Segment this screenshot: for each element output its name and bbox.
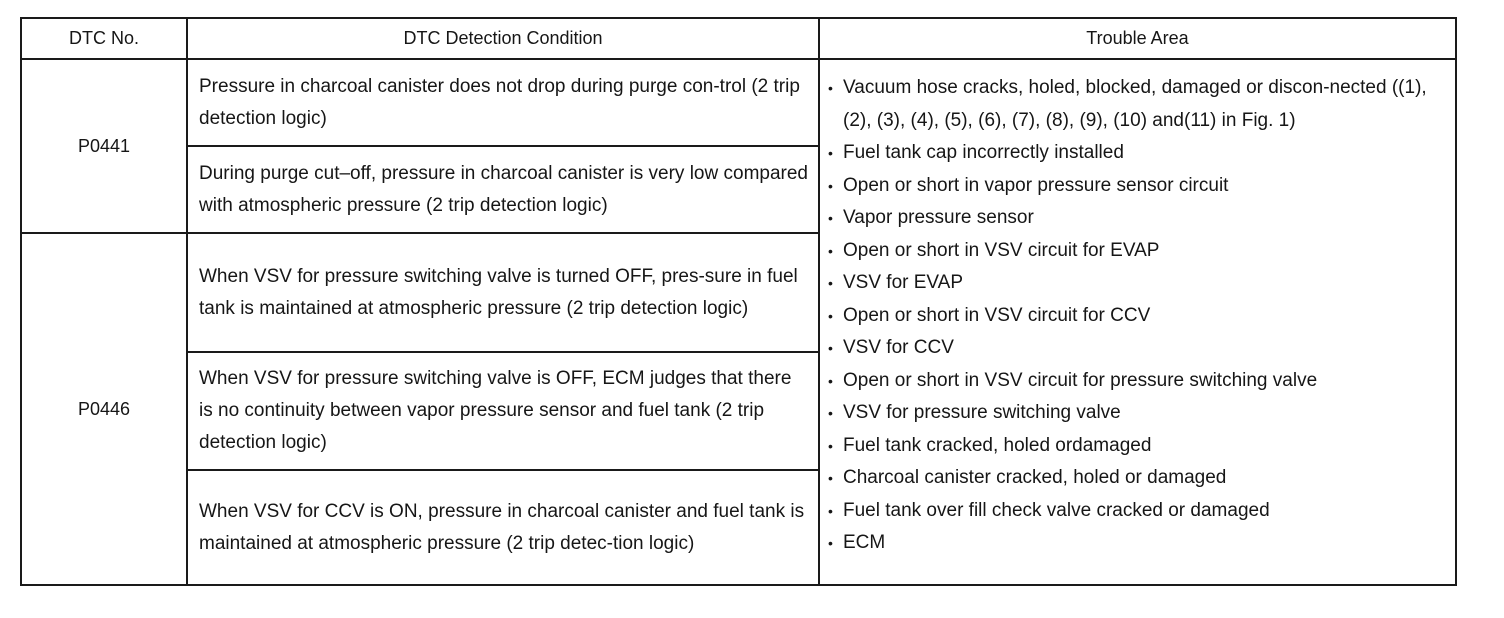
- list-item: [828, 137, 1445, 170]
- trouble-area-text: Fuel tank over fill check valve cracked or damaged: [843, 499, 1270, 521]
- detection-condition: Pressure in charcoal canister does not drop during purge con-trol (2 trip detection logic): [187, 59, 819, 146]
- trouble-area-text: Charcoal canister cracked, holed or damaged: [843, 467, 1227, 488]
- detection-condition: During purge cut–off, pressure in charcoal canister is very low compared with atmospheric pressure (2 trip detection logic): [187, 146, 819, 233]
- bullet-icon: •: [828, 80, 833, 96]
- bullet-icon: •: [828, 437, 833, 454]
- list-item: [828, 430, 1445, 463]
- trouble-area-text: Vapor pressure sensor: [843, 207, 1034, 228]
- list-item: [828, 235, 1445, 268]
- list-item: [828, 365, 1445, 398]
- list-item: [828, 267, 1445, 300]
- header-dtc-no: DTC No.: [21, 18, 187, 59]
- trouble-area-text: Vacuum hose cracks, holed, blocked, damaged or discon-nected ((1), (2), (3), (4), (5), (6), (7), (8), (9), (10) and(11) in Fig. 1): [843, 77, 1427, 131]
- list-item: [828, 202, 1445, 235]
- bullet-icon: •: [828, 177, 833, 194]
- trouble-area-text: VSV for pressure switching valve: [843, 402, 1121, 423]
- trouble-area-cell: [819, 59, 1456, 585]
- bullet-icon: •: [828, 470, 833, 486]
- trouble-area-text: Open or short in VSV circuit for EVAP: [843, 239, 1160, 261]
- detection-condition: When VSV for pressure switching valve is OFF, ECM judges that there is no continuity between vapor pressure sensor and fuel tank (2 trip detection logic): [187, 352, 819, 470]
- trouble-area-list: [828, 72, 1445, 560]
- list-item: [828, 170, 1445, 203]
- dtc-table: [20, 17, 1457, 586]
- bullet-icon: •: [828, 145, 833, 161]
- list-item: [828, 397, 1445, 430]
- header-detection-condition: DTC Detection Condition: [187, 18, 819, 59]
- trouble-area-text: Fuel tank cap incorrectly installed: [843, 142, 1124, 163]
- bullet-icon: •: [828, 340, 833, 356]
- trouble-area-text: Open or short in VSV circuit for pressure switching valve: [843, 369, 1318, 391]
- list-item: [828, 527, 1445, 560]
- detection-condition: When VSV for CCV is ON, pressure in charcoal canister and fuel tank is maintained at atmospheric pressure (2 trip detec-tion logic): [187, 470, 819, 585]
- list-item: [828, 300, 1445, 333]
- trouble-area-text: Open or short in vapor pressure sensor circuit: [843, 174, 1229, 196]
- trouble-area-text: Open or short in VSV circuit for CCV: [843, 304, 1151, 326]
- bullet-icon: •: [828, 372, 833, 389]
- bullet-icon: •: [828, 242, 833, 259]
- trouble-area-text: VSV for CCV: [843, 337, 954, 358]
- header-row: [21, 18, 1456, 59]
- list-item: [828, 72, 1445, 137]
- header-trouble-area: Trouble Area: [819, 18, 1456, 59]
- bullet-icon: •: [828, 405, 833, 421]
- trouble-area-text: Fuel tank cracked, holed ordamaged: [843, 434, 1152, 456]
- bullet-icon: •: [828, 502, 833, 519]
- detection-condition: When VSV for pressure switching valve is turned OFF, pres-sure in fuel tank is maintained at atmospheric pressure (2 trip detection logic): [187, 233, 819, 352]
- list-item: [828, 495, 1445, 528]
- table-row: [21, 59, 1456, 146]
- bullet-icon: •: [828, 210, 833, 226]
- bullet-icon: •: [828, 535, 833, 551]
- bullet-icon: •: [828, 275, 833, 291]
- dtc-code-p0446: P0446: [21, 233, 187, 585]
- list-item: [828, 332, 1445, 365]
- trouble-area-text: ECM: [843, 532, 886, 553]
- list-item: [828, 462, 1445, 495]
- trouble-area-text: VSV for EVAP: [843, 272, 964, 293]
- bullet-icon: •: [828, 307, 833, 324]
- dtc-code-p0441: P0441: [21, 59, 187, 233]
